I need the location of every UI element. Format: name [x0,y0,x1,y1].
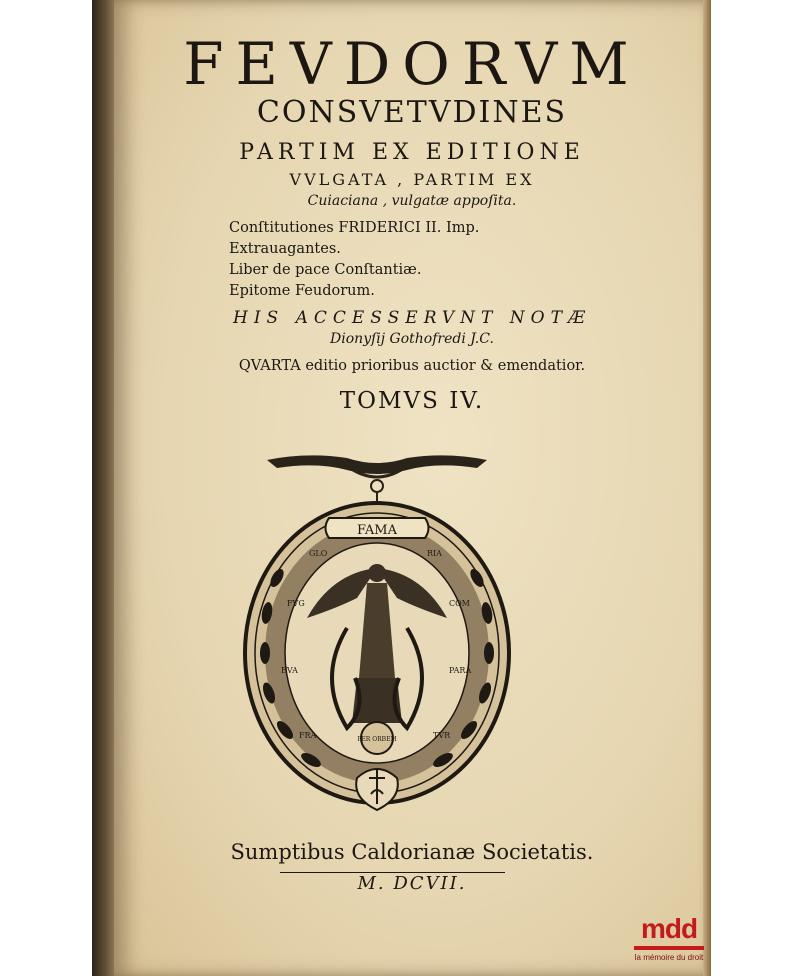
publisher-imprint: Sumptibus Caldorianæ Societatis. [230,840,594,864]
title-line-5: Cuiaciana , vulgatæ appoſita. [307,193,517,209]
contents-list [229,218,479,302]
motto-word: RIA [427,549,442,558]
motto-word: TVR [433,731,451,740]
motto-word: FVG [287,599,305,608]
book-gutter [92,0,114,976]
title-line-3: PARTIM EX EDITIONE [239,140,585,165]
watermark-bar [634,946,704,950]
motto-word: EVA [281,666,298,675]
book-subtitle: CONSVETVDINES [256,95,568,130]
edition-statement: QVARTA editio prioribus auctior & emendatior. [238,358,586,374]
publication-year: M. DCVII. [357,873,467,894]
watermark-logo [624,914,714,974]
title-line-4: VVLGATA , PARTIM EX [289,170,535,189]
watermark-mark: mdd [640,913,698,944]
orb-label: PER ORBEM [357,736,397,743]
book-title: FEVDORVM [183,30,641,98]
contents-item: Extrauagantes. [229,241,341,257]
notes-author: Dionyſij Gothofredi J.C. [330,331,494,347]
motto-word: GLO [309,549,328,558]
banner-text: FAMA [357,523,397,538]
volume-number: TOMVS IV. [339,388,485,414]
motto-word: COM [449,599,470,608]
motto-word: FRA [299,731,317,740]
watermark-tagline: la mémoire du droit [634,953,704,962]
motto-word: PARA [449,666,472,675]
printer-device-emblem [237,448,517,823]
scroll-ornament [267,455,487,506]
contents-item: Epitome Feudorum. [229,283,375,299]
contents-item: Liber de pace Conſtantiæ. [229,262,422,278]
notes-heading: HIS ACCESSERVNT NOTÆ [233,308,591,328]
contents-item: Conſtitutiones FRIDERICI II. Imp. [229,220,480,236]
